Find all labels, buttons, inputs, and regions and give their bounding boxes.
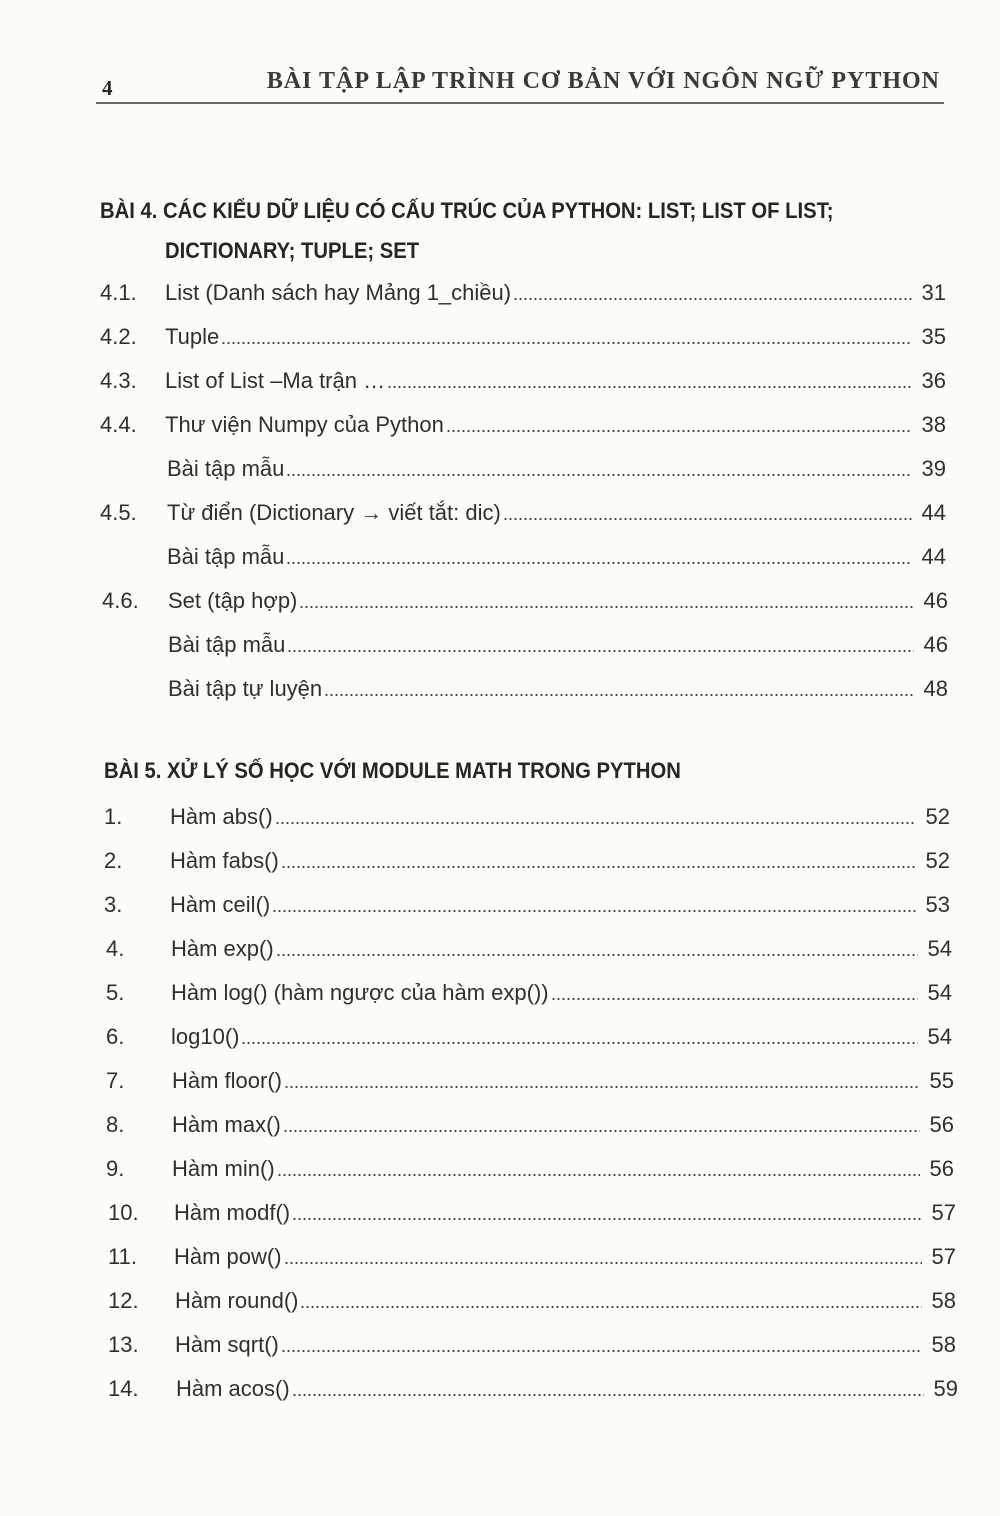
entry-number: 14. [108, 1376, 139, 1401]
toc-entry[interactable] [106, 1020, 952, 1050]
dot-leader [292, 1393, 924, 1397]
dot-leader [272, 909, 916, 913]
entry-title: Hàm ceil() [170, 892, 271, 917]
dot-leader [292, 1217, 922, 1221]
entry-title: Hàm fabs() [170, 848, 279, 873]
dot-leader [241, 1041, 918, 1045]
toc-entry[interactable] [106, 1064, 954, 1094]
entry-page: 54 [927, 1024, 952, 1049]
entry-page: 53 [925, 892, 950, 917]
entry-title: Hàm pow() [174, 1244, 282, 1269]
dot-leader [284, 1085, 920, 1089]
entry-number: 13. [108, 1332, 139, 1357]
entry-page: 59 [933, 1376, 958, 1401]
dot-leader [275, 821, 916, 825]
toc-entry[interactable] [106, 1152, 954, 1182]
entry-number: 4.6. [102, 588, 139, 613]
dot-leader [324, 693, 914, 697]
dot-leader [286, 473, 912, 477]
toc-entry[interactable] [106, 932, 952, 962]
entry-page: 54 [927, 980, 952, 1005]
toc-entry[interactable] [108, 1372, 958, 1402]
section-4-heading-continued: DICTIONARY; TUPLE; SET [165, 238, 420, 263]
entry-title: Set (tập hợp) [168, 588, 298, 613]
toc-entry[interactable] [102, 672, 948, 702]
toc-entry[interactable] [100, 276, 946, 306]
dot-leader [299, 605, 914, 609]
entry-title: Hàm sqrt() [175, 1332, 279, 1357]
dot-leader [276, 953, 918, 957]
entry-page: 57 [931, 1200, 956, 1225]
entry-page: 44 [921, 500, 946, 525]
entry-number: 9. [106, 1156, 125, 1181]
entry-title: List (Danh sách hay Mảng 1_chiều) [165, 280, 512, 305]
dot-leader [221, 341, 912, 345]
dot-leader [513, 297, 912, 301]
toc-entry[interactable] [102, 628, 948, 658]
entry-title: Bài tập mẫu [167, 544, 285, 569]
entry-page: 54 [927, 936, 952, 961]
dot-leader [286, 561, 912, 565]
toc-entry[interactable] [100, 408, 946, 438]
toc-entry[interactable] [102, 584, 948, 614]
entry-number: 4.5. [100, 500, 137, 525]
entry-number: 12. [108, 1288, 139, 1313]
entry-title: Từ điển (Dictionary → viết tắt: dic) [167, 500, 501, 525]
entry-page: 46 [923, 588, 948, 613]
entry-page: 36 [921, 368, 946, 393]
dot-leader [503, 517, 912, 521]
section-5-heading: BÀI 5. XỬ LÝ SỐ HỌC VỚI MODULE MATH TRONG PYTHON [104, 758, 681, 783]
entry-number: 5. [106, 980, 125, 1005]
entry-page: 56 [929, 1156, 954, 1181]
dot-leader [300, 1305, 922, 1309]
entry-page: 44 [921, 544, 946, 569]
entry-page: 35 [921, 324, 946, 349]
entry-title: Hàm abs() [170, 804, 273, 829]
entry-title: Hàm modf() [174, 1200, 291, 1225]
entry-title: Thư viện Numpy của Python [165, 412, 444, 437]
entry-page: 58 [931, 1332, 956, 1357]
entry-number: 4.3. [100, 368, 137, 393]
entry-page: 55 [929, 1068, 954, 1093]
entry-page: 52 [925, 804, 950, 829]
dot-leader [387, 385, 912, 389]
dot-leader [551, 997, 918, 1001]
toc-entry[interactable] [108, 1240, 956, 1270]
entry-number: 1. [104, 804, 123, 829]
entry-number: 8. [106, 1112, 125, 1137]
toc-entry[interactable] [106, 976, 952, 1006]
entry-page: 31 [921, 280, 946, 305]
entry-title: List of List –Ma trận … [165, 368, 386, 393]
dot-leader [283, 1129, 920, 1133]
dot-leader [446, 429, 912, 433]
entry-title: Hàm exp() [171, 936, 274, 961]
entry-number: 11. [108, 1244, 137, 1269]
entry-page: 46 [923, 632, 948, 657]
page-header [96, 62, 944, 104]
dot-leader [284, 1261, 922, 1265]
section-4-heading: BÀI 4. CÁC KIỂU DỮ LIỆU CÓ CẤU TRÚC CỦA PYTHON: LIST; LIST OF LIST; [100, 198, 834, 223]
entry-number: 4.2. [100, 324, 137, 349]
dot-leader [277, 1173, 920, 1177]
entry-page: 58 [931, 1288, 956, 1313]
entry-number: 4. [106, 936, 125, 961]
entry-title: log10() [171, 1024, 240, 1049]
toc-entry[interactable] [104, 800, 950, 830]
entry-page: 48 [923, 676, 948, 701]
entry-page: 39 [921, 456, 946, 481]
toc-entry[interactable] [100, 496, 946, 526]
toc-entry[interactable] [100, 364, 946, 394]
entry-page: 57 [931, 1244, 956, 1269]
entry-title: Hàm floor() [172, 1068, 283, 1093]
entry-number: 6. [106, 1024, 125, 1049]
toc-entry[interactable] [100, 320, 946, 350]
entry-title: Hàm log() (hàm ngược của hàm exp()) [171, 980, 549, 1005]
entry-page: 52 [925, 848, 950, 873]
toc-entry[interactable] [104, 844, 950, 874]
entry-number: 3. [104, 892, 123, 917]
entry-number: 4.1. [100, 280, 137, 305]
entry-title: Hàm max() [172, 1112, 281, 1137]
entry-title: Hàm round() [175, 1288, 299, 1313]
entry-number: 4.4. [100, 412, 137, 437]
page-number: 4 [102, 76, 113, 100]
entry-title: Bài tập mẫu [167, 456, 285, 481]
toc-entry[interactable] [100, 540, 946, 570]
dot-leader [287, 649, 914, 653]
entry-page: 38 [921, 412, 946, 437]
toc-entry[interactable] [108, 1284, 956, 1314]
toc-entry[interactable] [106, 1108, 954, 1138]
entry-page: 56 [929, 1112, 954, 1137]
entry-title: Tuple [165, 324, 220, 349]
entry-number: 2. [104, 848, 123, 873]
entry-number: 7. [106, 1068, 125, 1093]
entry-title: Hàm acos() [176, 1376, 290, 1401]
toc-entry[interactable] [100, 452, 946, 482]
toc-entry[interactable] [108, 1196, 956, 1226]
entry-title: Bài tập tự luyện [168, 676, 323, 701]
toc-entry[interactable] [104, 888, 950, 918]
dot-leader [281, 1349, 922, 1353]
book-title: BÀI TẬP LẬP TRÌNH CƠ BẢN VỚI NGÔN NGỮ PYTHON [266, 68, 940, 94]
entry-title: Hàm min() [172, 1156, 275, 1181]
entry-number: 10. [108, 1200, 139, 1225]
dot-leader [281, 865, 916, 869]
toc-entry[interactable] [108, 1328, 956, 1358]
entry-title: Bài tập mẫu [168, 632, 286, 657]
